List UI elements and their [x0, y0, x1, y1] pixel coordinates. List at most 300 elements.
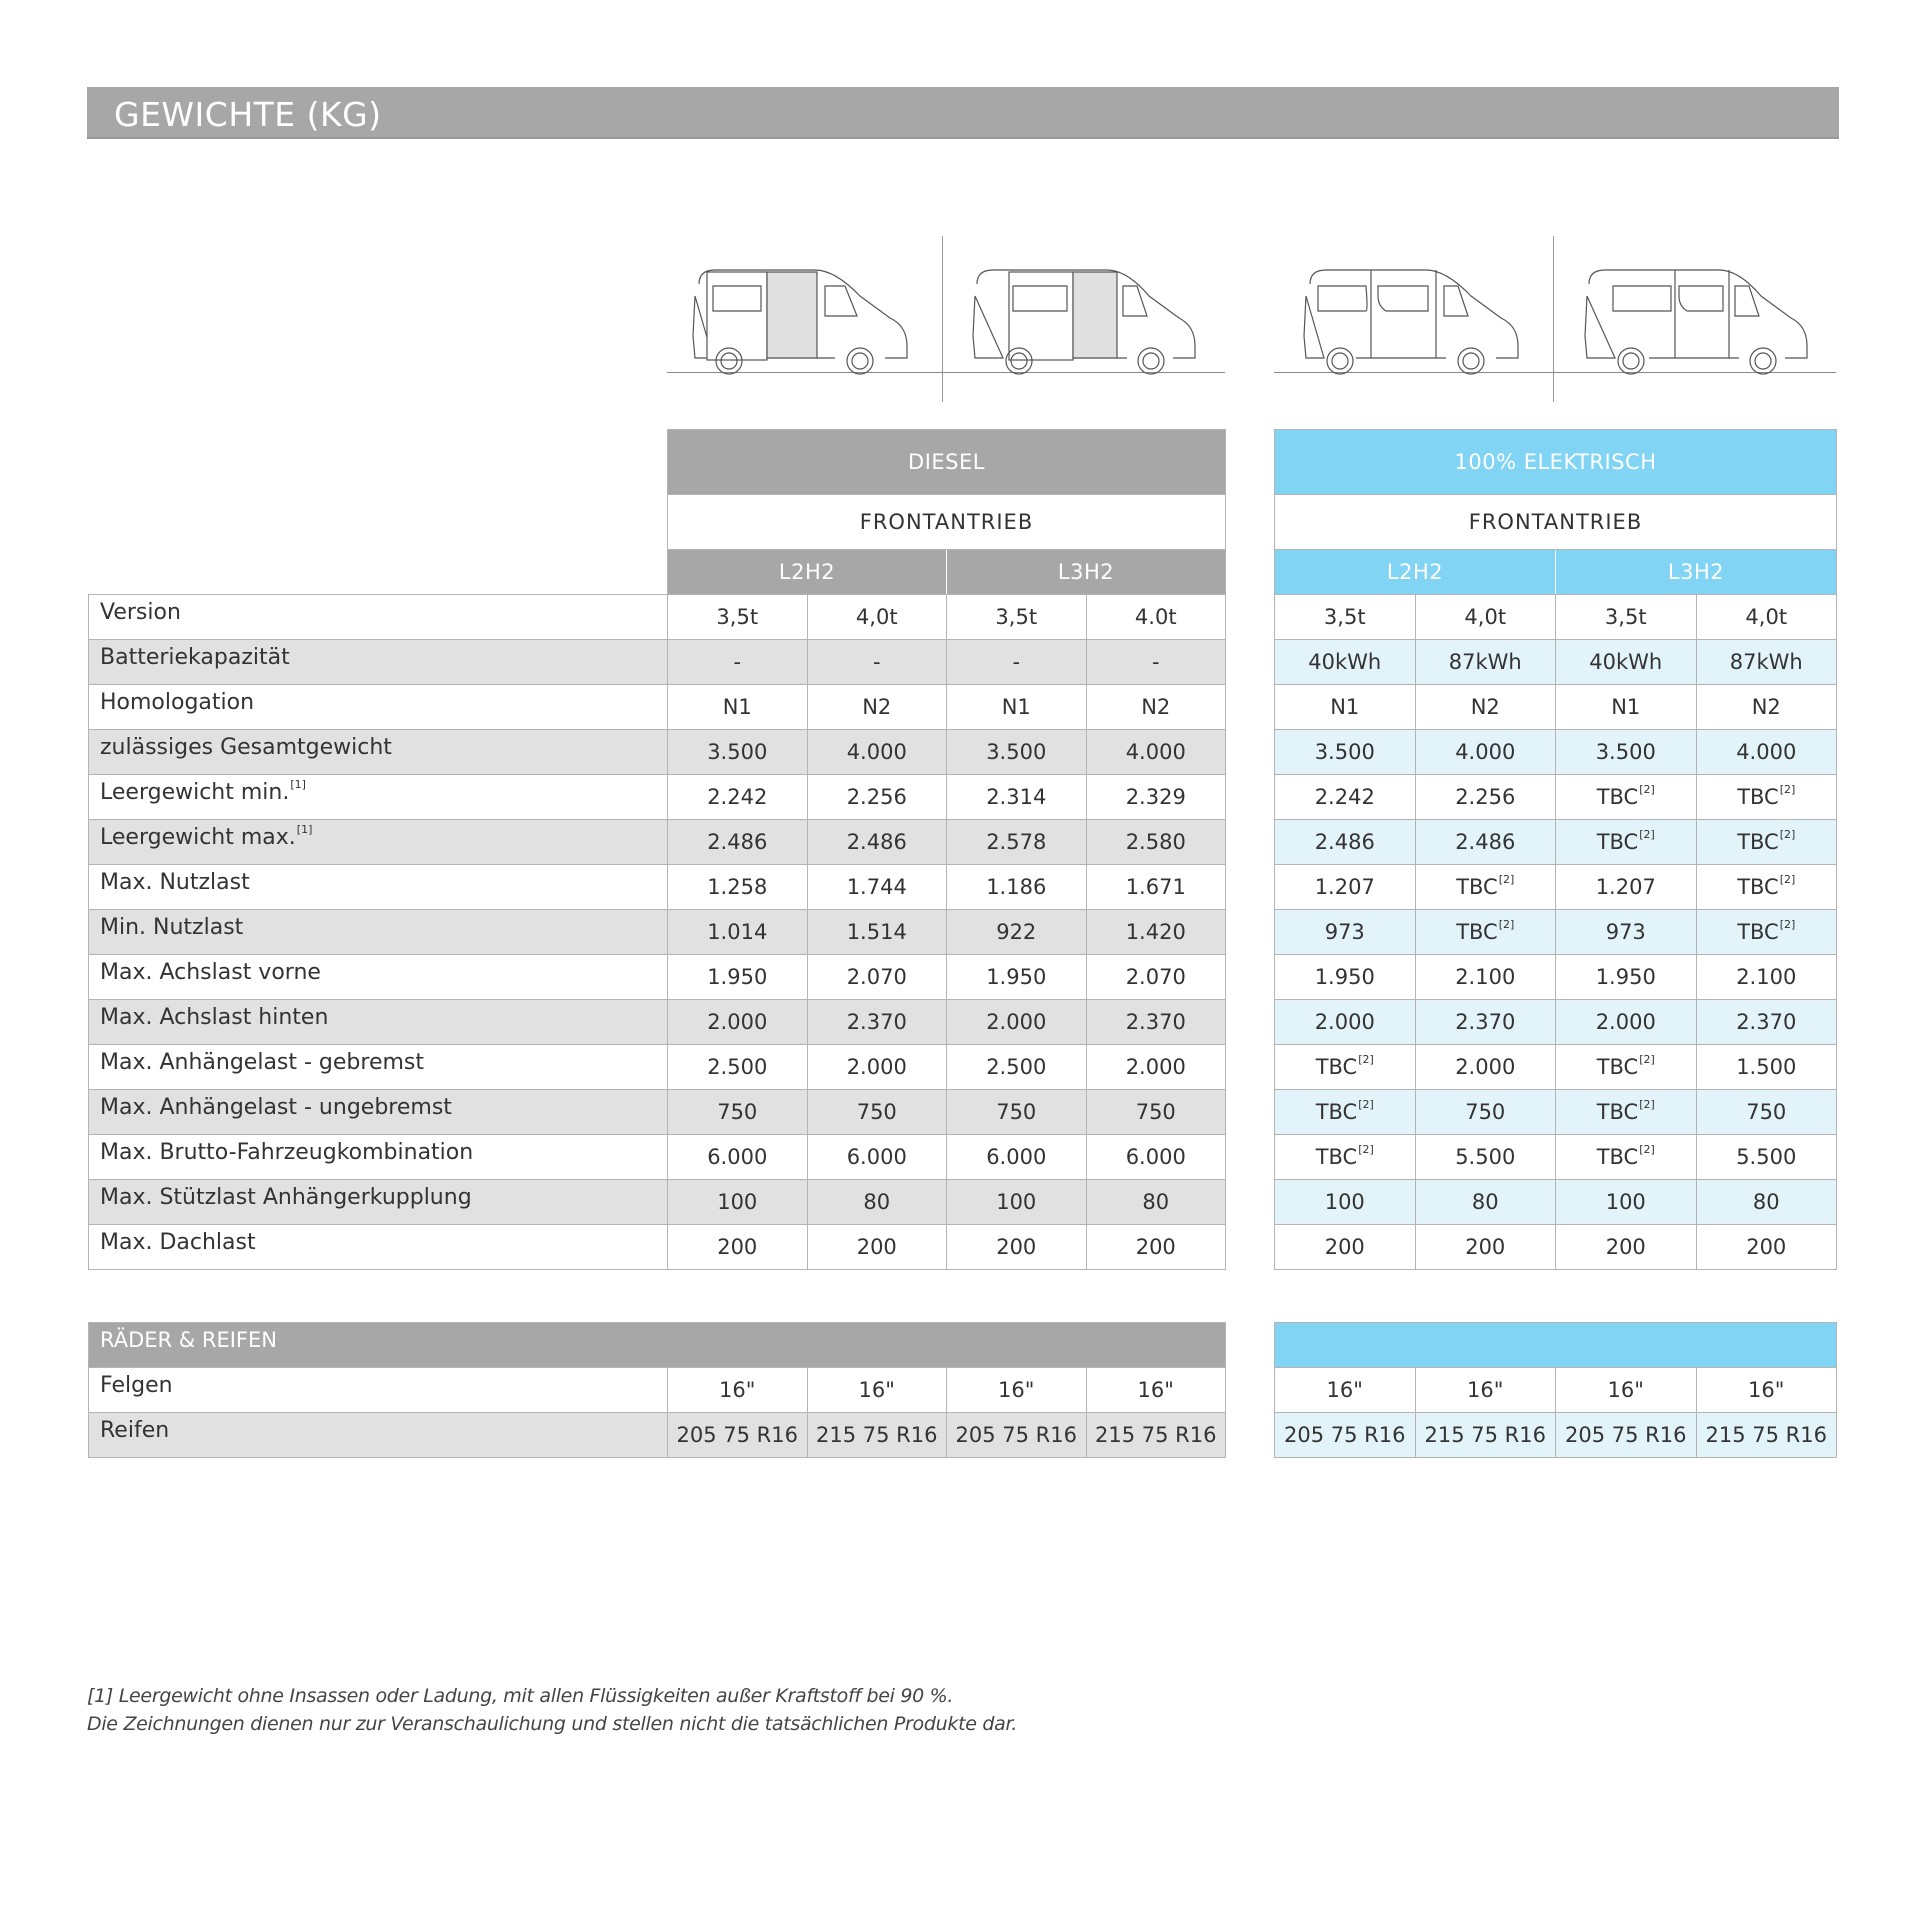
diesel-cell: [947, 775, 1087, 820]
cell-value: 200: [717, 1235, 758, 1259]
electric-cell: [1415, 1413, 1556, 1458]
diesel-cell: [807, 865, 947, 910]
cell-value: 2.000: [986, 1010, 1047, 1034]
cell-value: 2.370: [1125, 1010, 1186, 1034]
electric-cell: [1556, 1090, 1697, 1135]
cell-value: 4.000: [1455, 740, 1516, 764]
electric-cell: [1275, 1045, 1416, 1090]
table-row: [89, 640, 668, 685]
electric-cell: [1275, 1413, 1416, 1458]
electric-cell: [1415, 1225, 1556, 1270]
electric-cell: [1275, 1135, 1416, 1180]
diesel-cell: [668, 1000, 808, 1045]
table-row: [89, 1368, 1226, 1413]
table-row: [668, 955, 1226, 1000]
diesel-cell: [1086, 1135, 1226, 1180]
wheels-electric-table: [1274, 1322, 1837, 1458]
diesel-cell: [668, 640, 808, 685]
cell-value: 2.000: [846, 1055, 907, 1079]
electric-cell: [1415, 730, 1556, 775]
diesel-cell: [668, 1135, 808, 1180]
table-row: [89, 820, 668, 865]
diesel-cell: [668, 1180, 808, 1225]
diesel-cell: [1086, 1368, 1226, 1413]
diesel-cell: [668, 955, 808, 1000]
row-label: [89, 1225, 668, 1270]
table-row: [1275, 820, 1837, 865]
cell-value: N2: [1141, 695, 1171, 719]
row-label: [89, 640, 668, 685]
table-row: [1275, 955, 1837, 1000]
footnote-ref: [2]: [1639, 828, 1655, 841]
cell-value: 3,5t: [995, 605, 1038, 629]
electric-cell: [1556, 910, 1697, 955]
cell-value: 1.950: [986, 965, 1047, 989]
cell-value: Min. Nutzlast: [100, 915, 244, 940]
diesel-cell: [1086, 730, 1226, 775]
electric-cell: [1696, 775, 1837, 820]
cell-value: 2.486: [1455, 830, 1516, 854]
cell-value: 2.242: [1314, 785, 1375, 809]
electric-van-illustrations: [1274, 236, 1836, 406]
diesel-cell: [807, 595, 947, 640]
cell-value: 16": [1748, 1378, 1785, 1402]
cell-value: 1.671: [1125, 875, 1186, 899]
cell-value: 750: [1465, 1100, 1506, 1124]
diesel-cell: [807, 955, 947, 1000]
row-label: [89, 1000, 668, 1045]
cell-value: zulässiges Gesamtgewicht: [100, 735, 392, 760]
electric-cell: [1415, 1090, 1556, 1135]
table-row: [89, 1225, 668, 1270]
cell-value: TBC: [1596, 1100, 1639, 1124]
electric-cell: [1275, 820, 1416, 865]
table-row: [668, 1090, 1226, 1135]
electric-cell: [1415, 775, 1556, 820]
cell-value: 2.256: [1455, 785, 1516, 809]
cell-value: TBC: [1596, 1145, 1639, 1169]
table-row: [668, 865, 1226, 910]
electric-cell: [1556, 820, 1697, 865]
cell-value: 2.000: [1314, 1010, 1375, 1034]
electric-cell: [1556, 1368, 1697, 1413]
cell-value: TBC: [1315, 1055, 1358, 1079]
cell-value: 4,0t: [1745, 605, 1788, 629]
electric-cell: [1275, 1225, 1416, 1270]
cell-value: 4.000: [846, 740, 907, 764]
cell-value: 2.000: [1125, 1055, 1186, 1079]
van-l3h2-electric-icon: [1579, 266, 1819, 376]
cell-value: N2: [1470, 695, 1500, 719]
electric-cell: [1275, 640, 1416, 685]
diesel-cell: [947, 820, 1087, 865]
diesel-cell: [1086, 1090, 1226, 1135]
footnote-ref: [2]: [1779, 873, 1796, 886]
cell-value: N1: [1330, 695, 1360, 719]
electric-cell: [1275, 955, 1416, 1000]
cell-value: Reifen: [100, 1418, 170, 1443]
diesel-cell: [947, 685, 1087, 730]
cell-value: 2.314: [986, 785, 1047, 809]
diesel-cell: [947, 1413, 1087, 1458]
row-label: [89, 1413, 668, 1458]
table-row: [1275, 640, 1837, 685]
table-row: [668, 1135, 1226, 1180]
table-row: [1275, 1045, 1837, 1090]
electric-cell: [1556, 1000, 1697, 1045]
table-row: [1275, 595, 1837, 640]
diesel-cell: [947, 595, 1087, 640]
footnote-ref: [2]: [1498, 918, 1515, 931]
table-row: [668, 1000, 1226, 1045]
row-label: [89, 1368, 668, 1413]
table-row: [1275, 865, 1837, 910]
electric-cell: [1696, 640, 1837, 685]
cell-value: 2.329: [1125, 785, 1186, 809]
cell-value: TBC: [1456, 875, 1498, 899]
cell-value: 2.100: [1455, 965, 1516, 989]
cell-value: TBC: [1315, 1145, 1358, 1169]
cell-value: TBC: [1596, 1055, 1639, 1079]
electric-cell: [1556, 1045, 1697, 1090]
footnote-ref: [2]: [1358, 1098, 1374, 1111]
footnote-ref: [2]: [1779, 918, 1796, 931]
cell-value: 6.000: [707, 1145, 768, 1169]
table-row: [89, 1180, 668, 1225]
cell-value: 200: [1324, 1235, 1365, 1259]
cell-value: TBC: [1737, 830, 1779, 854]
footnote-ref: [1]: [296, 823, 313, 836]
electric-cell: [1415, 1000, 1556, 1045]
electric-cell: [1415, 640, 1556, 685]
cell-value: 100: [1324, 1190, 1365, 1214]
electric-cell: [1696, 1225, 1837, 1270]
diesel-cell: [947, 1368, 1087, 1413]
cell-value: 2.500: [707, 1055, 768, 1079]
electric-cell: [1415, 865, 1556, 910]
electric-cell: [1556, 955, 1697, 1000]
cell-value: TBC: [1737, 920, 1779, 944]
cell-value: 2.000: [707, 1010, 768, 1034]
cell-value: 40kWh: [1308, 650, 1382, 674]
table-row: [1275, 1180, 1837, 1225]
table-row: [1275, 1225, 1837, 1270]
diesel-cell: [807, 640, 947, 685]
cell-value: 3,5t: [1323, 605, 1366, 629]
diesel-cell: [807, 1135, 947, 1180]
diesel-cell: [807, 1045, 947, 1090]
electric-cell: [1275, 865, 1416, 910]
cell-value: Max. Anhängelast - ungebremst: [100, 1095, 452, 1120]
electric-cell: [1696, 1045, 1837, 1090]
diesel-cell: [668, 910, 808, 955]
electric-cell: [1275, 910, 1416, 955]
electric-cell: [1415, 685, 1556, 730]
row-label: [89, 955, 668, 1000]
diesel-table: [667, 429, 1226, 1270]
cell-value: 3.500: [986, 740, 1047, 764]
cell-value: 3.500: [1314, 740, 1375, 764]
cell-value: -: [1151, 650, 1160, 674]
diesel-cell: [668, 865, 808, 910]
table-row: [668, 1180, 1226, 1225]
footnote-ref: [2]: [1779, 783, 1796, 796]
van-l3h2-diesel-icon: [967, 266, 1207, 376]
electric-cell: [1275, 685, 1416, 730]
row-label: [89, 1090, 668, 1135]
diesel-cell: [807, 1225, 947, 1270]
table-row: [668, 685, 1226, 730]
fuel-type-header: DIESEL: [668, 430, 1226, 495]
cell-value: 5.500: [1736, 1145, 1797, 1169]
electric-cell: [1415, 910, 1556, 955]
diesel-cell: [1086, 1225, 1226, 1270]
electric-cell: [1415, 820, 1556, 865]
cell-value: 750: [1746, 1100, 1787, 1124]
table-row: [89, 955, 668, 1000]
cell-value: TBC: [1737, 785, 1779, 809]
cell-value: Max. Dachlast: [100, 1230, 256, 1255]
cell-value: 205 75 R16: [1565, 1423, 1687, 1447]
electric-cell: [1275, 1090, 1416, 1135]
cell-value: 1.186: [986, 875, 1047, 899]
cell-value: -: [1012, 650, 1021, 674]
cell-value: 750: [717, 1100, 758, 1124]
electric-cell: [1696, 1413, 1837, 1458]
table-row: [89, 775, 668, 820]
cell-value: 4.0t: [1134, 605, 1177, 629]
cell-value: 1.207: [1314, 875, 1375, 899]
cell-value: 1.950: [1595, 965, 1656, 989]
cell-value: 2.070: [1125, 965, 1186, 989]
cell-value: 6.000: [1125, 1145, 1186, 1169]
electric-cell: [1275, 1180, 1416, 1225]
cell-value: 2.242: [707, 785, 768, 809]
cell-value: 5.500: [1455, 1145, 1516, 1169]
row-label: [89, 685, 668, 730]
diesel-cell: [1086, 1413, 1226, 1458]
diesel-cell: [807, 1180, 947, 1225]
diesel-cell: [668, 685, 808, 730]
cell-value: 16": [719, 1378, 756, 1402]
diesel-cell: [947, 910, 1087, 955]
cell-value: N1: [722, 695, 752, 719]
cell-value: 215 75 R16: [1705, 1423, 1827, 1447]
footnote-ref: [2]: [1358, 1053, 1374, 1066]
cell-value: 3.500: [1595, 740, 1656, 764]
diesel-cell: [1086, 685, 1226, 730]
cell-value: 1.207: [1595, 875, 1656, 899]
diesel-cell: [947, 1180, 1087, 1225]
electric-cell: [1696, 1180, 1837, 1225]
cell-value: 200: [1465, 1235, 1506, 1259]
electric-cell: [1415, 1135, 1556, 1180]
electric-cell: [1696, 730, 1837, 775]
section-title: GEWICHTE (KG): [114, 95, 382, 134]
cell-value: 2.486: [707, 830, 768, 854]
cell-value: 200: [1135, 1235, 1176, 1259]
diesel-cell: [807, 1000, 947, 1045]
table-row: [89, 1135, 668, 1180]
diesel-cell: [1086, 640, 1226, 685]
table-row: [1275, 1413, 1837, 1458]
electric-cell: [1696, 1135, 1837, 1180]
cell-value: TBC: [1315, 1100, 1358, 1124]
cell-value: Felgen: [100, 1373, 173, 1398]
cell-value: 215 75 R16: [1424, 1423, 1546, 1447]
cell-value: 80: [1752, 1190, 1780, 1214]
electric-cell: [1556, 1413, 1697, 1458]
cell-value: 4.000: [1736, 740, 1797, 764]
electric-cell: [1556, 685, 1697, 730]
electric-cell: [1696, 820, 1837, 865]
diesel-cell: [668, 1090, 808, 1135]
electric-cell: [1556, 595, 1697, 640]
diesel-van-illustrations: [667, 236, 1225, 406]
cell-value: Max. Anhängelast - gebremst: [100, 1050, 425, 1075]
footnote-ref: [2]: [1358, 1143, 1374, 1156]
diesel-cell: [947, 1225, 1087, 1270]
electric-cell: [1556, 1180, 1697, 1225]
diesel-cell: [1086, 955, 1226, 1000]
cell-value: 750: [1135, 1100, 1176, 1124]
table-row: [89, 595, 668, 640]
diesel-cell: [668, 775, 808, 820]
cell-value: TBC: [1596, 785, 1639, 809]
electric-cell: [1696, 1368, 1837, 1413]
electric-cell: [1415, 1045, 1556, 1090]
table-row: [668, 820, 1226, 865]
diesel-cell: [1086, 910, 1226, 955]
table-row: [668, 910, 1226, 955]
diesel-cell: [947, 1135, 1087, 1180]
cell-value: 2.500: [986, 1055, 1047, 1079]
diesel-cell: [807, 775, 947, 820]
electric-cell: [1696, 1090, 1837, 1135]
electric-cell: [1275, 1000, 1416, 1045]
diesel-cell: [1086, 595, 1226, 640]
diesel-cell: [668, 730, 808, 775]
diesel-cell: [1086, 1045, 1226, 1090]
diesel-cell: [947, 1045, 1087, 1090]
row-label: [89, 775, 668, 820]
table-row: [668, 1225, 1226, 1270]
cell-value: Max. Brutto-Fahrzeugkombination: [100, 1140, 474, 1165]
row-label: [89, 730, 668, 775]
cell-value: 4,0t: [1464, 605, 1507, 629]
cell-value: Batteriekapazität: [100, 645, 290, 670]
table-row: [89, 1090, 668, 1135]
table-row: [1275, 1368, 1837, 1413]
cell-value: 4,0t: [855, 605, 898, 629]
fuel-type-header: 100% ELEKTRISCH: [1275, 430, 1837, 495]
cell-value: 40kWh: [1589, 650, 1663, 674]
cell-value: 1.258: [707, 875, 768, 899]
diesel-cell: [668, 595, 808, 640]
diesel-cell: [947, 730, 1087, 775]
electric-cell: [1415, 1368, 1556, 1413]
table-row: [1275, 775, 1837, 820]
cell-value: 16": [1467, 1378, 1504, 1402]
cell-value: 16": [1137, 1378, 1174, 1402]
row-label: [89, 1045, 668, 1090]
cell-value: 205 75 R16: [955, 1423, 1077, 1447]
cell-value: 100: [996, 1190, 1037, 1214]
table-row: [89, 1413, 1226, 1458]
cell-value: 1.514: [846, 920, 907, 944]
diesel-cell: [807, 730, 947, 775]
cell-value: Leergewicht max.: [100, 825, 296, 850]
diesel-cell: [807, 1090, 947, 1135]
cell-value: 6.000: [986, 1145, 1047, 1169]
cell-value: 200: [856, 1235, 897, 1259]
diesel-cell: [668, 1413, 808, 1458]
cell-value: 1.744: [846, 875, 907, 899]
model-header-l2h2: L2H2: [1275, 550, 1556, 595]
footnotes: [87, 1682, 1017, 1738]
cell-value: 2.580: [1125, 830, 1186, 854]
cell-value: 973: [1324, 920, 1365, 944]
electric-cell: [1696, 685, 1837, 730]
table-row: [89, 1045, 668, 1090]
cell-value: 2.100: [1736, 965, 1797, 989]
electric-cell: [1275, 775, 1416, 820]
footnote-1: [1] Leergewicht ohne Insassen oder Ladung, mit allen Flüssigkeiten außer Kraftstoff bei 90 %.: [87, 1685, 954, 1707]
table-row: [89, 910, 668, 955]
cell-value: 3.500: [707, 740, 768, 764]
cell-value: 16": [998, 1378, 1035, 1402]
cell-value: Max. Achslast vorne: [100, 960, 321, 985]
electric-cell: [1275, 1368, 1416, 1413]
cell-value: N1: [1001, 695, 1031, 719]
cell-value: 200: [1605, 1235, 1646, 1259]
electric-cell: [1556, 640, 1697, 685]
footnote-ref: [2]: [1639, 1053, 1655, 1066]
drive-type-header: FRONTANTRIEB: [668, 495, 1226, 550]
footnote-ref: [1]: [290, 778, 306, 791]
diesel-cell: [947, 1090, 1087, 1135]
cell-value: 2.370: [1455, 1010, 1516, 1034]
electric-cell: [1556, 1225, 1697, 1270]
table-row: [89, 685, 668, 730]
cell-value: 2.000: [1455, 1055, 1516, 1079]
table-row: [1275, 910, 1837, 955]
model-header-l2h2: L2H2: [668, 550, 947, 595]
cell-value: 215 75 R16: [816, 1423, 938, 1447]
cell-value: 1.420: [1125, 920, 1186, 944]
cell-value: 100: [1605, 1190, 1646, 1214]
cell-value: Version: [100, 600, 181, 625]
cell-value: 922: [996, 920, 1037, 944]
diesel-cell: [807, 820, 947, 865]
van-l2h2-diesel-icon: [685, 266, 925, 376]
cell-value: -: [733, 650, 742, 674]
cell-value: N2: [1751, 695, 1781, 719]
diesel-cell: [947, 1000, 1087, 1045]
cell-value: Homologation: [100, 690, 255, 715]
table-row: [668, 640, 1226, 685]
diesel-cell: [1086, 775, 1226, 820]
electric-cell: [1696, 955, 1837, 1000]
electric-cell: [1556, 1135, 1697, 1180]
electric-cell: [1556, 730, 1697, 775]
table-row: [1275, 1135, 1837, 1180]
table-row: [668, 595, 1226, 640]
cell-value: 205 75 R16: [676, 1423, 798, 1447]
table-row: [668, 775, 1226, 820]
cell-value: 2.370: [846, 1010, 907, 1034]
cell-value: 215 75 R16: [1095, 1423, 1217, 1447]
